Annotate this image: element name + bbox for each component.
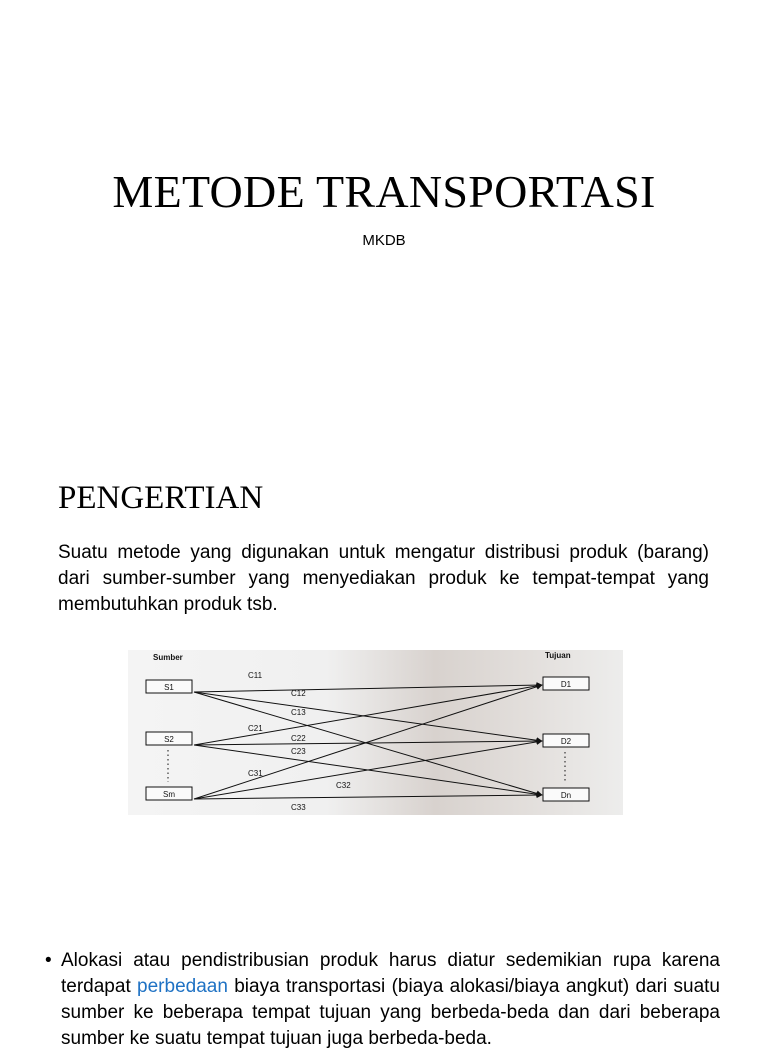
source-label-s1: S1: [164, 683, 174, 692]
highlighted-word: perbedaan: [137, 976, 228, 997]
edge-label-c22: C22: [291, 734, 306, 743]
bullet-text-start: Alokasi atau pendistribusian produk harus diatur sedemikian rupa karena terdapat: [61, 950, 720, 997]
dest-label-dn: Dn: [560, 791, 572, 800]
edge-label-c23: C23: [291, 747, 306, 756]
edge-c11: [194, 685, 542, 692]
slide-subtitle: MKDB: [362, 232, 406, 249]
source-label-s2: S2: [164, 735, 174, 744]
bullet-list: [45, 948, 720, 1052]
destination-header: Tujuan: [545, 651, 571, 660]
bullet-text-end: biaya transportasi (biaya alokasi/biaya angkut) dari suatu sumber ke beberapa tempat tujuan yang berbeda-beda dan dari beberapa sumber ke suatu tempat tujuan juga berbeda-beda.: [61, 976, 720, 1049]
edge-c21: [194, 685, 542, 745]
slide-title: METODE TRANSPORTASI: [112, 166, 656, 217]
edge-label-c21: C21: [248, 724, 263, 733]
source-label-sm: Sm: [163, 790, 175, 799]
bullet-item: [45, 948, 720, 1052]
definition-slide: [0, 430, 768, 940]
edge-label-c13: C13: [291, 708, 306, 717]
title-slide: [0, 0, 768, 430]
edge-label-c11: C11: [248, 671, 263, 680]
transport-network-diagram: [128, 650, 623, 815]
dest-label-d2: D2: [560, 737, 572, 746]
edge-label-c31: C31: [248, 769, 263, 778]
edge-c32: [194, 741, 542, 799]
edge-c12: [194, 692, 542, 741]
section-heading: PENGERTIAN: [58, 480, 264, 516]
edge-label-c33: C33: [291, 803, 306, 812]
source-header: Sumber: [153, 653, 183, 662]
dest-label-d1: D1: [560, 680, 572, 689]
bullet-icon: •: [45, 950, 52, 971]
edge-c33: [194, 795, 542, 799]
edge-label-c32: C32: [336, 781, 351, 790]
definition-paragraph: Suatu metode yang digunakan untuk mengatur distribusi produk (barang) dari sumber-sumber yang menyediakan produk ke tempat-tempat yang membutuhkan produk tsb.: [58, 542, 709, 615]
explanation-slide: [0, 940, 768, 1049]
edge-label-c12: C12: [291, 689, 306, 698]
